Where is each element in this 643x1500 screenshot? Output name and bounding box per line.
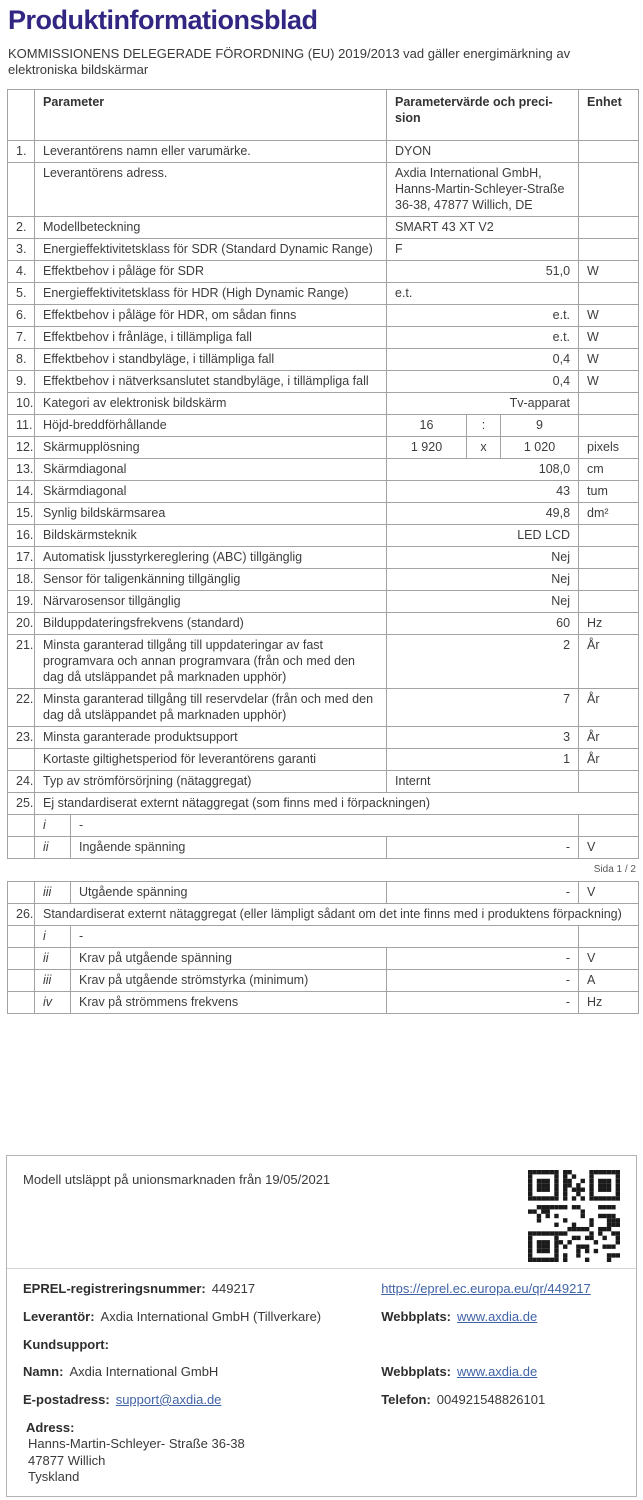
unit-label: År [579, 726, 639, 748]
unit-label: dm² [579, 502, 639, 524]
row-number: 15. [8, 502, 35, 524]
unit-label [579, 524, 639, 546]
parameter-label: Leverantörens adress. [35, 162, 387, 216]
support-heading: Kundsupport: [23, 1336, 109, 1352]
table-row [8, 502, 639, 524]
table-row [8, 458, 639, 480]
parameter-value: - [387, 881, 579, 903]
table-row [8, 770, 639, 792]
parameter-label: Effektbehov i påläge för SDR [35, 260, 387, 282]
parameter-value: - [387, 991, 579, 1013]
row-number: 10. [8, 392, 35, 414]
roman-numeral: ii [35, 836, 71, 858]
col-header-number [8, 89, 35, 140]
table-row [8, 925, 639, 947]
parameter-label: Skärmupplösning [35, 436, 387, 458]
row-number: 2. [8, 216, 35, 238]
row-number: 22. [8, 688, 35, 726]
unit-label: pixels [579, 436, 639, 458]
row-number: 12. [8, 436, 35, 458]
parameter-value: 43 [387, 480, 579, 502]
table-row [8, 260, 639, 282]
row-number: 9. [8, 370, 35, 392]
row-number: 16. [8, 524, 35, 546]
eprel-link[interactable]: https://eprel.ec.europa.eu/qr/449217 [381, 1281, 591, 1297]
table-row [8, 436, 639, 458]
table-row [8, 881, 639, 903]
parameter-value: 108,0 [387, 458, 579, 480]
unit-label [579, 568, 639, 590]
parameter-value: Axdia International GmbH, Hanns-Martin-Schleyer-Straße 36-38, 47877 Willich, DE [387, 162, 579, 216]
table-row [8, 836, 639, 858]
eprel-label: EPREL-registreringsnummer: [23, 1281, 206, 1297]
parameter-label: Typ av strömförsörjning (nätaggregat) [35, 770, 387, 792]
table-row [8, 348, 639, 370]
support-heading-row [23, 1337, 620, 1354]
parameter-value: - [387, 836, 579, 858]
row-number: 19. [8, 590, 35, 612]
table-row [8, 480, 639, 502]
table-row [8, 216, 639, 238]
parameter-value: 1 920 [387, 436, 467, 458]
parameter-value: Nej [387, 546, 579, 568]
divider [7, 1268, 636, 1269]
parameter-label: Utgående spänning [71, 881, 387, 903]
row-number: 26. [8, 903, 35, 925]
row-number: 25. [8, 792, 35, 814]
table-row [8, 568, 639, 590]
parameter-value: 3 [387, 726, 579, 748]
row-number [8, 991, 35, 1013]
contact-name: Axdia International GmbH [69, 1364, 219, 1380]
parameter-label: Skärmdiagonal [35, 480, 387, 502]
unit-label: W [579, 348, 639, 370]
unit-label: År [579, 748, 639, 770]
address-line: Hanns-Martin-Schleyer- Straße 36-38 [28, 1436, 245, 1452]
unit-label: År [579, 634, 639, 688]
parameter-value: Tv-apparat [387, 392, 579, 414]
table-row [8, 304, 639, 326]
unit-label [579, 140, 639, 162]
email-link[interactable]: support@axdia.de [115, 1391, 222, 1407]
unit-label [579, 925, 639, 947]
roman-numeral: iii [35, 969, 71, 991]
row-number [8, 836, 35, 858]
address-block [23, 1420, 620, 1487]
unit-label: W [579, 326, 639, 348]
unit-label: Hz [579, 612, 639, 634]
parameter-label: Effektbehov i standbyläge, i tillämpliga fall [35, 348, 387, 370]
parameter-label: Effektbehov i frånläge, i tillämpliga fall [35, 326, 387, 348]
parameter-value: F [387, 238, 579, 260]
value-separator: : [467, 414, 501, 436]
unit-label: W [579, 370, 639, 392]
product-parameter-table [7, 89, 639, 859]
table-row [8, 238, 639, 260]
row-number: 23. [8, 726, 35, 748]
table-row [8, 590, 639, 612]
parameter-value: 9 [501, 414, 579, 436]
section-label: Ej standardiserat externt nätaggregat (som finns med i förpackningen) [35, 792, 639, 814]
parameter-label: Bildskärmsteknik [35, 524, 387, 546]
col-header-value: Parametervärde och preci-sion [387, 89, 579, 140]
supplier-info-box [6, 1155, 637, 1497]
roman-numeral: i [35, 925, 71, 947]
unit-label: År [579, 688, 639, 726]
parameter-label: Närvarosensor tillgänglig [35, 590, 387, 612]
table-row [8, 162, 639, 216]
row-number [8, 969, 35, 991]
parameter-label: Energieffektivitetsklass för SDR (Standard Dynamic Range) [35, 238, 387, 260]
supplier-label: Leverantör: [23, 1309, 95, 1324]
row-number: 3. [8, 238, 35, 260]
market-release-text: Modell utsläppt på unionsmarknaden från 19/05/2021 [23, 1172, 331, 1188]
parameter-value: 60 [387, 612, 579, 634]
unit-label: W [579, 260, 639, 282]
row-number: 11. [8, 414, 35, 436]
parameter-label: Sensor för taligenkänning tillgänglig [35, 568, 387, 590]
table-row [8, 546, 639, 568]
address-label: Adress: [26, 1419, 75, 1435]
parameter-value: 51,0 [387, 260, 579, 282]
table-row [8, 726, 639, 748]
website2-link[interactable]: www.axdia.de [457, 1364, 538, 1380]
eprel-row [23, 1281, 620, 1298]
parameter-label: Ingående spänning [71, 836, 387, 858]
unit-label [579, 216, 639, 238]
parameter-value: 1 020 [501, 436, 579, 458]
parameter-label: Kategori av elektronisk bildskärm [35, 392, 387, 414]
roman-numeral: iv [35, 991, 71, 1013]
row-number: 20. [8, 612, 35, 634]
parameter-value: DYON [387, 140, 579, 162]
parameter-value: e.t. [387, 304, 579, 326]
table-row [8, 370, 639, 392]
eprel-number: 449217 [211, 1281, 256, 1297]
parameter-label: Bilduppdateringsfrekvens (standard) [35, 612, 387, 634]
supplier-row [23, 1309, 620, 1326]
address-line: Tyskland [28, 1469, 80, 1485]
parameter-value: 0,4 [387, 348, 579, 370]
supplier-name: Axdia International GmbH (Tillverkare) [100, 1309, 322, 1324]
page-title: Produktinformationsblad [8, 5, 318, 35]
table-row [8, 524, 639, 546]
parameter-label: Kortaste giltighetsperiod för leverantörens garanti [35, 748, 387, 770]
row-number: 24. [8, 770, 35, 792]
unit-label: tum [579, 480, 639, 502]
table-row [8, 392, 639, 414]
table-row [8, 969, 639, 991]
table-row [8, 792, 639, 814]
parameter-value: 0,4 [387, 370, 579, 392]
unit-label: V [579, 836, 639, 858]
roman-numeral: iii [35, 881, 71, 903]
parameter-value: 7 [387, 688, 579, 726]
parameter-label: Minsta garanterad tillgång till reservdelar (från och med den dag då utsläppandet på marknaden upphör) [35, 688, 387, 726]
parameter-label: Krav på strömmens frekvens [71, 991, 387, 1013]
value-separator: x [467, 436, 501, 458]
website-label: Webbplats: [381, 1309, 452, 1324]
section-label: Standardiserat externt nätaggregat (eller lämpligt sådant om det inte finns med i produktens förpackning) [35, 903, 639, 925]
unit-label: A [579, 969, 639, 991]
table-row [8, 991, 639, 1013]
address-line: 47877 Willich [28, 1452, 106, 1468]
parameter-label: - [71, 925, 579, 947]
parameter-value: - [387, 969, 579, 991]
unit-label [579, 238, 639, 260]
parameter-value: 1 [387, 748, 579, 770]
row-number: 6. [8, 304, 35, 326]
table-body-continued [8, 881, 639, 1013]
parameter-label: Energieffektivitetsklass för HDR (High Dynamic Range) [35, 282, 387, 304]
roman-numeral: ii [35, 947, 71, 969]
parameter-label: Minsta garanterad tillgång till uppdateringar av fast programvara och annan programvara (från och med den dag då utsläppandet på marknaden upphör) [35, 634, 387, 688]
unit-label [579, 392, 639, 414]
unit-label [579, 770, 639, 792]
contact-name-label: Namn: [23, 1364, 64, 1380]
parameter-label: Höjd-breddförhållande [35, 414, 387, 436]
website-link[interactable]: www.axdia.de [457, 1309, 538, 1324]
parameter-label: Effektbehov i påläge för HDR, om sådan finns [35, 304, 387, 326]
unit-label: V [579, 947, 639, 969]
row-number [8, 925, 35, 947]
unit-label: Hz [579, 991, 639, 1013]
table-row [8, 947, 639, 969]
unit-label [579, 814, 639, 836]
parameter-value: 16 [387, 414, 467, 436]
parameter-label: - [71, 814, 579, 836]
page-indicator: Sida 1 / 2 [593, 863, 636, 875]
row-number [8, 748, 35, 770]
product-parameter-table-continued [7, 881, 639, 1014]
table-row [8, 634, 639, 688]
row-number: 1. [8, 140, 35, 162]
table-row [8, 688, 639, 726]
unit-label [579, 282, 639, 304]
row-number: 4. [8, 260, 35, 282]
table-row [8, 814, 639, 836]
row-number: 13. [8, 458, 35, 480]
unit-label [579, 546, 639, 568]
parameter-label: Krav på utgående strömstyrka (minimum) [71, 969, 387, 991]
phone-label: Telefon: [381, 1391, 431, 1407]
qr-code [528, 1170, 620, 1262]
table-row [8, 414, 639, 436]
parameter-label: Automatisk ljusstyrkereglering (ABC) tillgänglig [35, 546, 387, 568]
table-row [8, 282, 639, 304]
parameter-label: Synlig bildskärmsarea [35, 502, 387, 524]
roman-numeral: i [35, 814, 71, 836]
row-number: 18. [8, 568, 35, 590]
parameter-value: - [387, 947, 579, 969]
parameter-label: Effektbehov i nätverksanslutet standbyläge, i tillämpliga fall [35, 370, 387, 392]
parameter-value: Internt [387, 770, 579, 792]
parameter-value: SMART 43 XT V2 [387, 216, 579, 238]
row-number [8, 881, 35, 903]
parameter-value: e.t. [387, 282, 579, 304]
row-number [8, 947, 35, 969]
row-number: 21. [8, 634, 35, 688]
row-number: 8. [8, 348, 35, 370]
unit-label [579, 414, 639, 436]
table-row [8, 612, 639, 634]
parameter-label: Modellbeteckning [35, 216, 387, 238]
table-row [8, 903, 639, 925]
unit-label: W [579, 304, 639, 326]
phone-number: 004921548826101 [436, 1391, 546, 1407]
table-row [8, 748, 639, 770]
table-header-row [8, 89, 639, 140]
unit-label [579, 162, 639, 216]
table-body [8, 140, 639, 858]
parameter-value: Nej [387, 590, 579, 612]
email-phone-row [23, 1392, 620, 1409]
regulation-subtitle: KOMMISSIONENS DELEGERADE FÖRORDNING (EU) 2019/2013 vad gäller energimärkning av elektroniska bildskärmar [8, 45, 571, 78]
parameter-label: Minsta garanterade produktsupport [35, 726, 387, 748]
parameter-value: 49,8 [387, 502, 579, 524]
parameter-label: Skärmdiagonal [35, 458, 387, 480]
website2-label: Webbplats: [381, 1364, 452, 1380]
parameter-value: Nej [387, 568, 579, 590]
row-number: 14. [8, 480, 35, 502]
row-number: 17. [8, 546, 35, 568]
row-number [8, 814, 35, 836]
unit-label [579, 590, 639, 612]
row-number: 5. [8, 282, 35, 304]
parameter-label: Krav på utgående spänning [71, 947, 387, 969]
row-number: 7. [8, 326, 35, 348]
table-row [8, 326, 639, 348]
support-name-row [23, 1364, 620, 1381]
parameter-value: 2 [387, 634, 579, 688]
parameter-value: e.t. [387, 326, 579, 348]
col-header-unit: Enhet [579, 89, 639, 140]
table-row [8, 140, 639, 162]
parameter-label: Leverantörens namn eller varumärke. [35, 140, 387, 162]
col-header-parameter: Parameter [35, 89, 387, 140]
unit-label: V [579, 881, 639, 903]
email-label: E-postadress: [23, 1391, 110, 1407]
unit-label: cm [579, 458, 639, 480]
row-number [8, 162, 35, 216]
parameter-value: LED LCD [387, 524, 579, 546]
